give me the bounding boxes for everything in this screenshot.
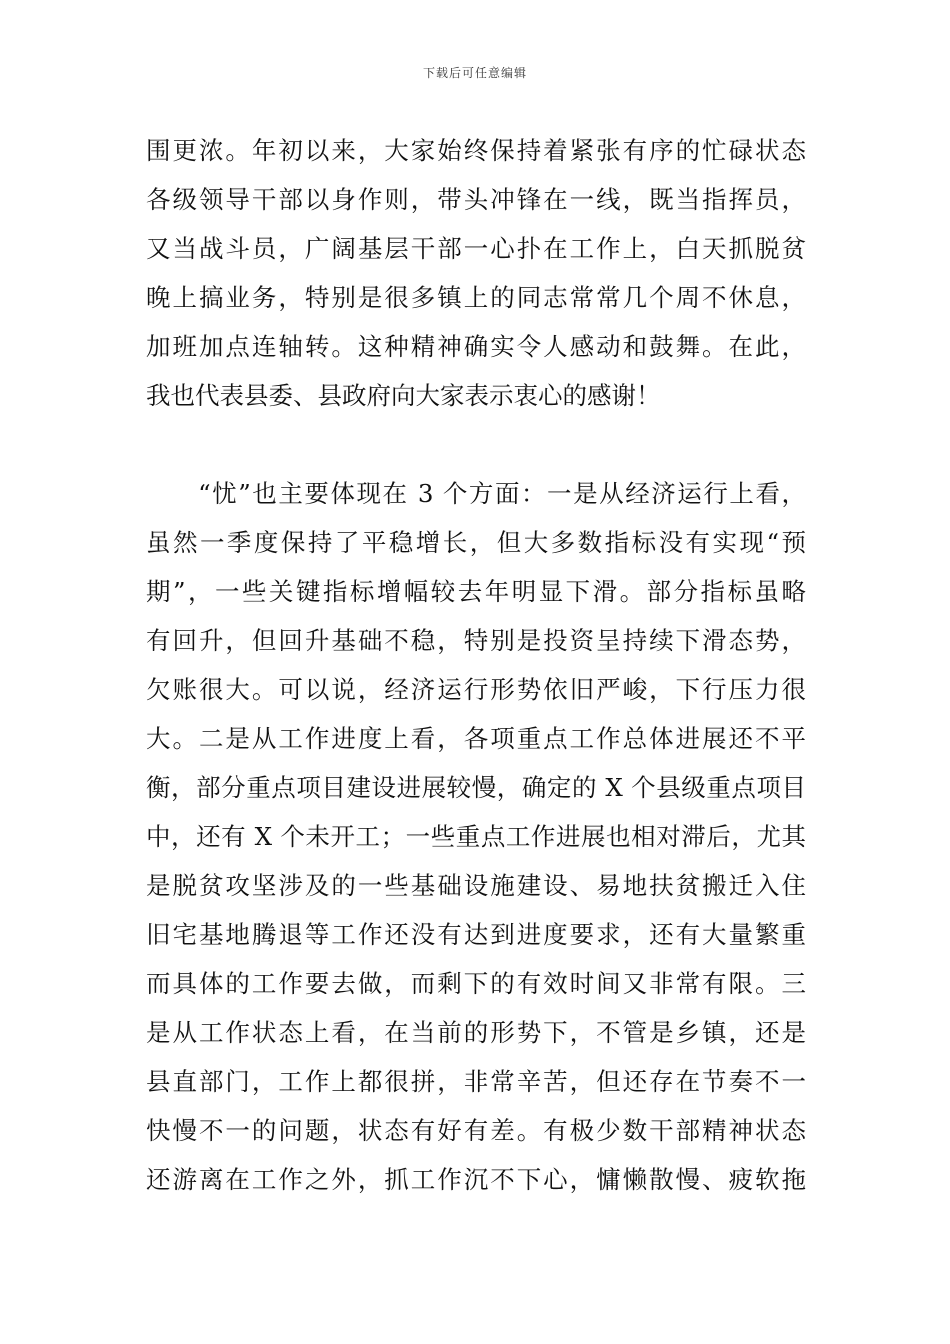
text-line: 是从工作状态上看，在当前的形势下，不管是乡镇，还是	[146, 1018, 806, 1047]
text-line: 各级领导干部以身作则，带头冲锋在一线，既当指挥员，	[146, 185, 806, 214]
text-line: 快慢不一的问题，状态有好有差。有极少数干部精神状态	[146, 1116, 806, 1145]
text-line: 还游离在工作之外，抓工作沉不下心，慵懒散慢、疲软拖	[146, 1165, 806, 1194]
text-line: 又当战斗员，广阔基层干部一心扑在工作上，白天抓脱贫	[146, 234, 806, 263]
text-line: 中，还有 X 个未开工；一些重点工作进展也相对滞后，尤其	[146, 822, 806, 851]
text-line: 我也代表县委、县政府向大家表示衷心的感谢！	[146, 381, 661, 410]
text-line: 是脱贫攻坚涉及的一些基础设施建设、易地扶贫搬迁入住	[146, 871, 806, 900]
paragraph-2	[146, 469, 806, 1204]
text-line: 县直部门，工作上都很拼，非常辛苦，但还存在节奏不一	[146, 1067, 806, 1096]
text-line: 晚上搞业务，特别是很多镇上的同志常常几个周不休息，	[146, 283, 806, 312]
text-line: 围更浓。年初以来，大家始终保持着紧张有序的忙碌状态	[146, 136, 806, 165]
paragraph-gap	[146, 420, 806, 469]
paragraph-1	[146, 126, 806, 420]
text-line: 旧宅基地腾退等工作还没有达到进度要求，还有大量繁重	[146, 920, 806, 949]
page-header-note: 下载后可任意编辑	[422, 66, 527, 80]
text-line: 期”，一些关键指标增幅较去年明显下滑。部分指标虽略	[146, 577, 806, 606]
text-line: 而具体的工作要去做，而剩下的有效时间又非常有限。三	[146, 969, 806, 998]
text-line: 有回升，但回升基础不稳，特别是投资呈持续下滑态势，	[146, 626, 806, 655]
text-line: 欠账很大。可以说，经济运行形势依旧严峻，下行压力很	[146, 675, 806, 704]
text-line: 衡，部分重点项目建设进展较慢，确定的 X 个县级重点项目	[146, 773, 806, 802]
text-line: “忧”也主要体现在 3 个方面：一是从经济运行上看，	[146, 479, 806, 508]
text-line: 大。二是从工作进度上看，各项重点工作总体进展还不平	[146, 724, 806, 753]
document-body	[146, 126, 806, 1204]
text-line: 虽然一季度保持了平稳增长，但大多数指标没有实现“预	[146, 528, 806, 557]
text-line: 加班加点连轴转。这种精神确实令人感动和鼓舞。在此，	[146, 332, 806, 361]
